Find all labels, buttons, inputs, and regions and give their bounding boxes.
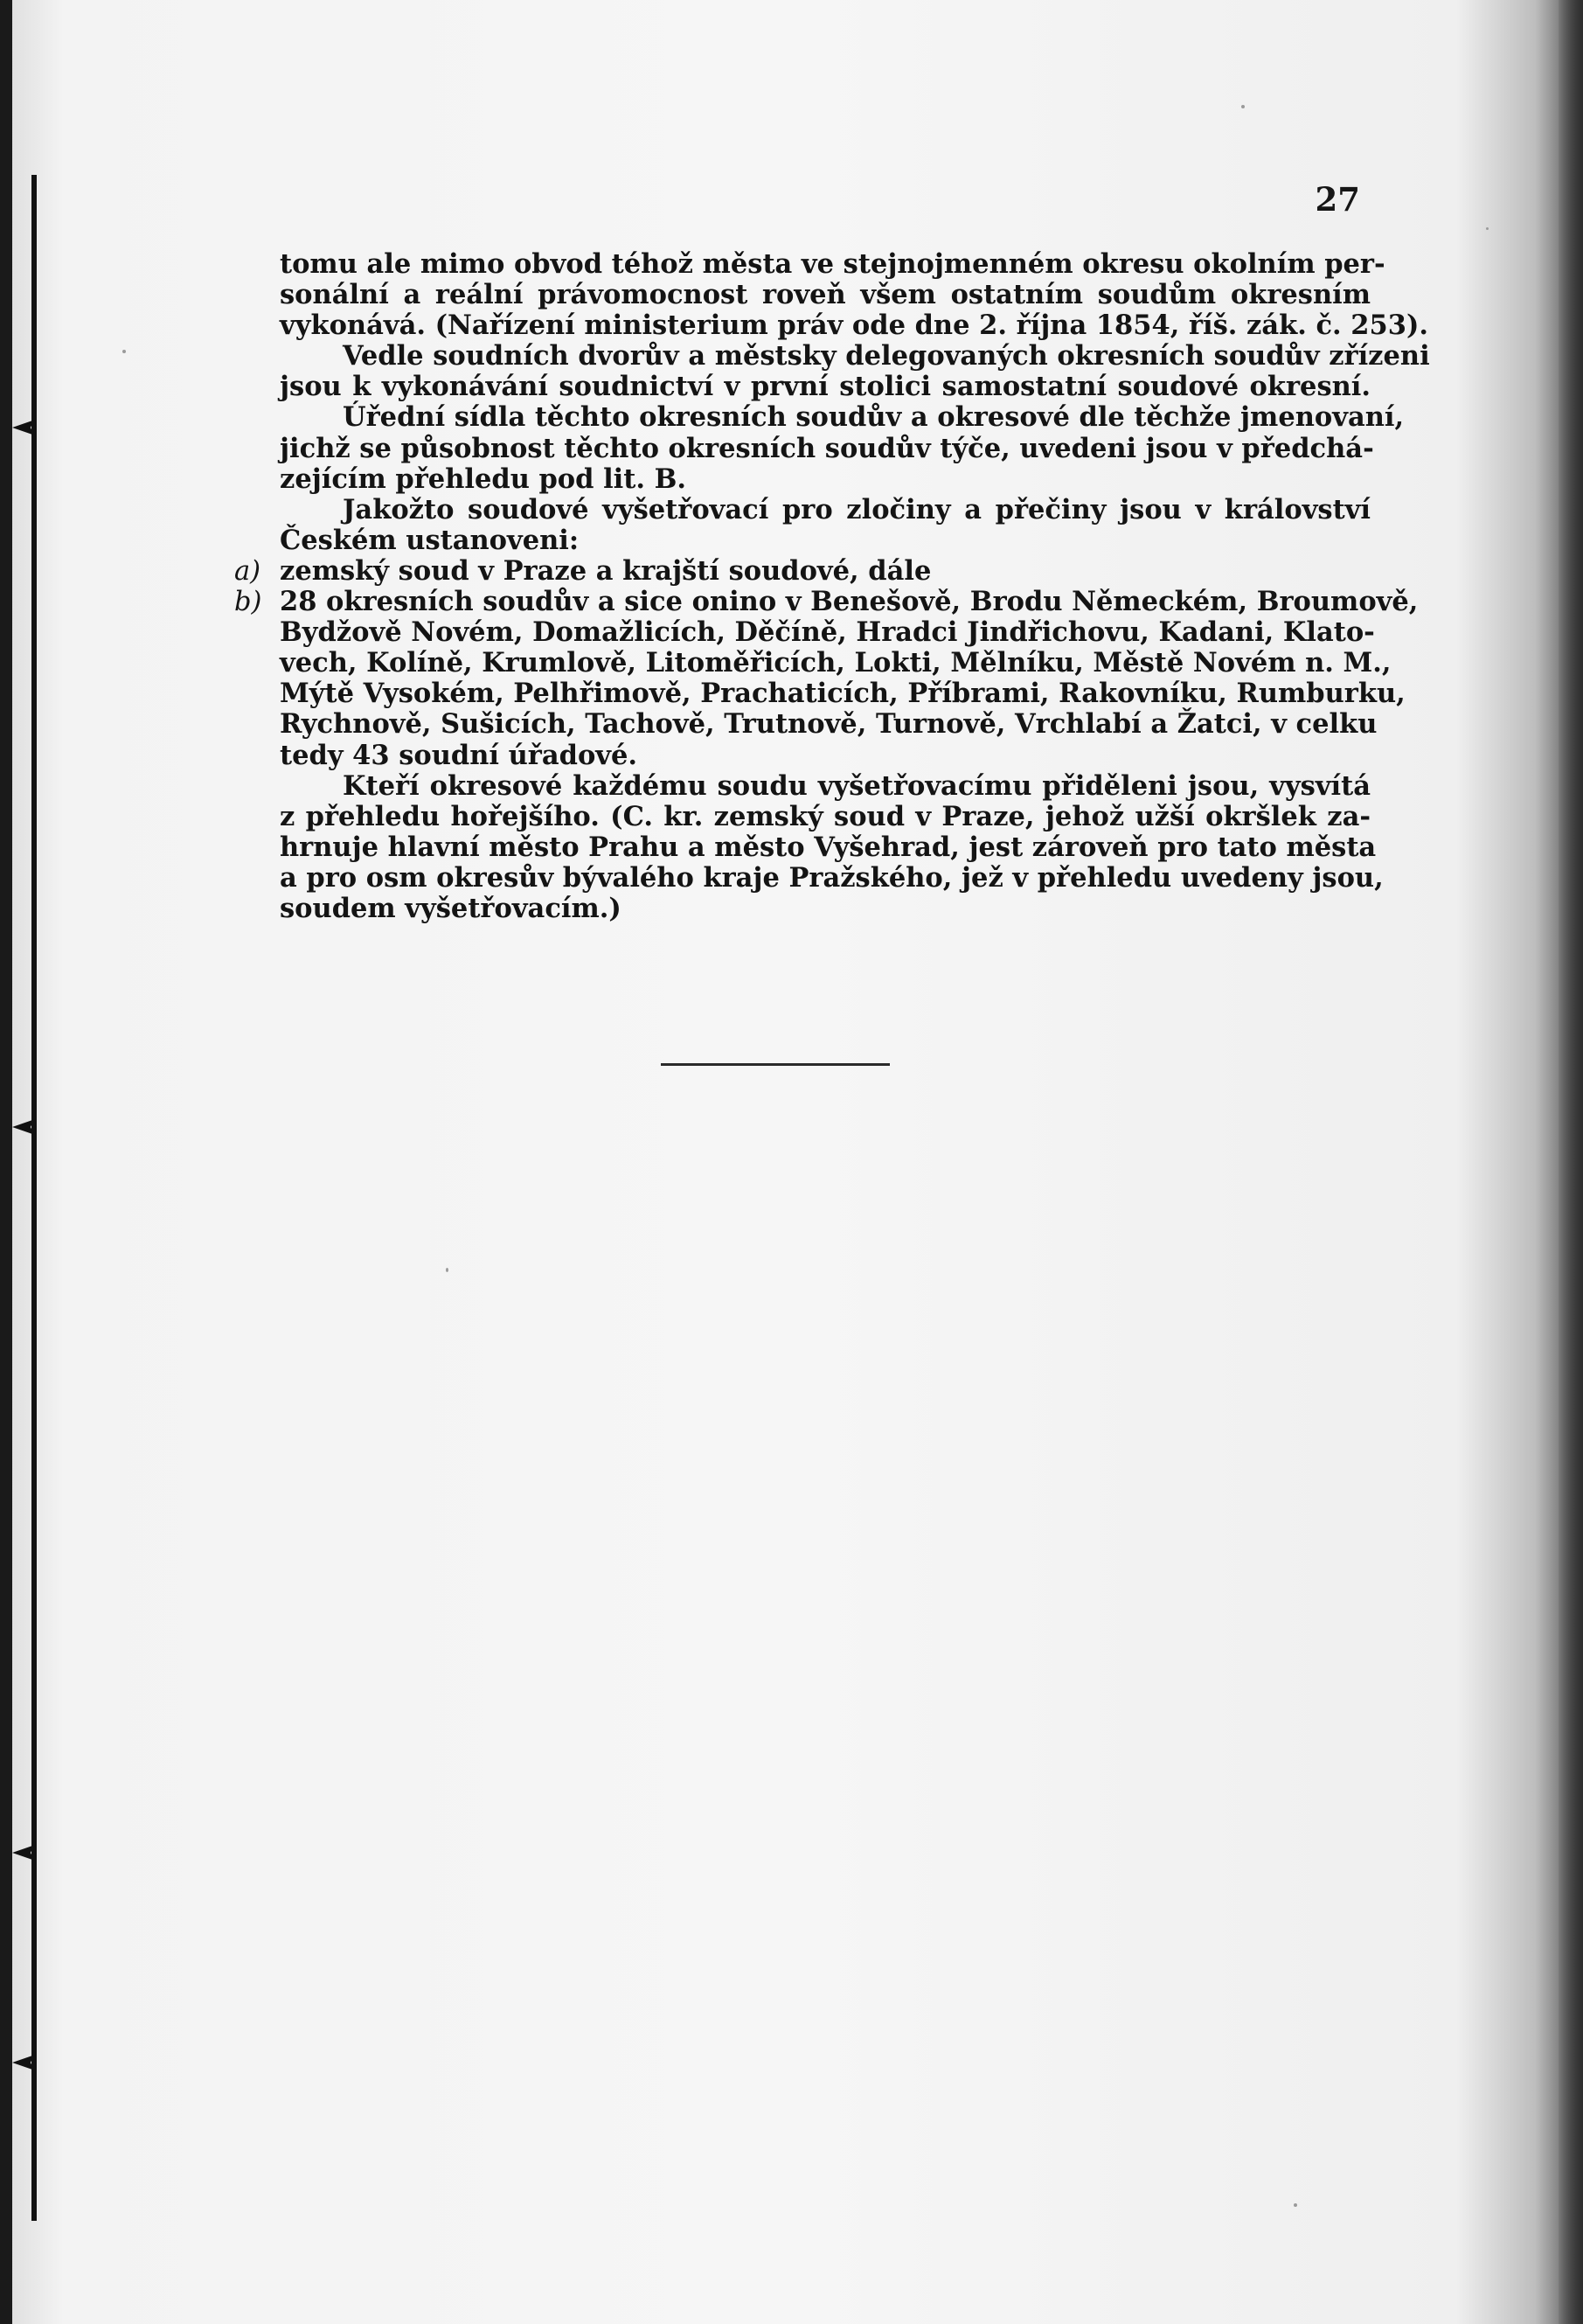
text-line: soudem vyšetřovacím.) [280,892,621,924]
section-separator-rule [661,1063,890,1066]
text-line: Rychnově, Sušicích, Tachově, Trutnově, Turnově, Vrchlabí a Žatci, v celku [280,708,1378,741]
text-line: hrnuje hlavní město Prahu a město Vyšehrad, jest zároveň pro tato města [280,831,1377,863]
text-line: Mýtě Vysokém, Pelhřimově, Prachaticích, Příbrami, Rakovníku, Rumburku, [280,678,1406,710]
text-line: Úřední sídla těchto okresních soudův a okresové dle těchže jmenovaní, [343,401,1405,434]
list-item [234,586,1419,771]
paper-speck [122,350,126,353]
body-text [234,248,1430,924]
text-line: Bydžově Novém, Domažlicích, Děčíně, Hradci Jindřichovu, Kadani, Klato- [280,616,1375,649]
text-line: Kteří okresové každému soudu vyšetřovacímu přiděleni jsou, vysvítá [343,769,1371,802]
paper-speck [1241,105,1245,108]
text-line: 28 okresních soudův a sice onino v Benešově, Brodu Německém, Broumově, [280,586,1419,618]
list-item-label: b) [234,587,262,618]
list-item-label: a) [234,555,261,587]
list-item [234,554,1371,587]
paper-speck [1294,2203,1297,2207]
text-line: jichž se působnost těchto okresních soudův týče, uvedeni jsou v předchá- [280,432,1374,464]
text-line: vech, Kolíně, Krumlově, Litoměřicích, Lokti, Mělníku, Městě Novém n. M., [280,647,1392,679]
page-number: 27 [1315,180,1360,219]
text-line: z přehledu hořejšího. (C. kr. zemský soud v Praze, jehož užší okršlek za- [280,800,1371,832]
text-line: jsou k vykonávání soudnictví v první stolici samostatní soudové okresní. [280,371,1371,403]
text-line: Českém ustanoveni: [280,524,580,556]
text-line: tomu ale mimo obvod téhož města ve stejnojmenném okresu okolním per- [280,248,1385,280]
paper-speck [446,1268,448,1272]
paper-speck [1486,227,1489,230]
binding-edge [0,0,12,2324]
text-line: tedy 43 soudní úřadové. [280,739,638,771]
text-line: a pro osm okresův bývalého kraje Pražského, jež v přehledu uvedeny jsou, [280,861,1384,894]
binding-line [31,175,37,2221]
page-edge-shadow [1559,0,1583,2324]
text-line: sonální a reální právomocnost roveň všem ostatním soudům okresním [280,279,1371,311]
text-line: zejícím přehledu pod lit. B. [280,463,686,495]
text-line: Jakožto soudové vyšetřovací pro zločiny a přečiny jsou v království [343,493,1371,525]
text-line: Vedle soudních dvorův a městsky delegovaných okresních soudův zřízeni [343,340,1430,372]
text-line: zemský soud v Praze a krajští soudové, dále [280,554,932,587]
text-line: vykonává. (Nařízení ministerium práv ode dne 2. října 1854, říš. zák. č. 253). [280,310,1429,342]
